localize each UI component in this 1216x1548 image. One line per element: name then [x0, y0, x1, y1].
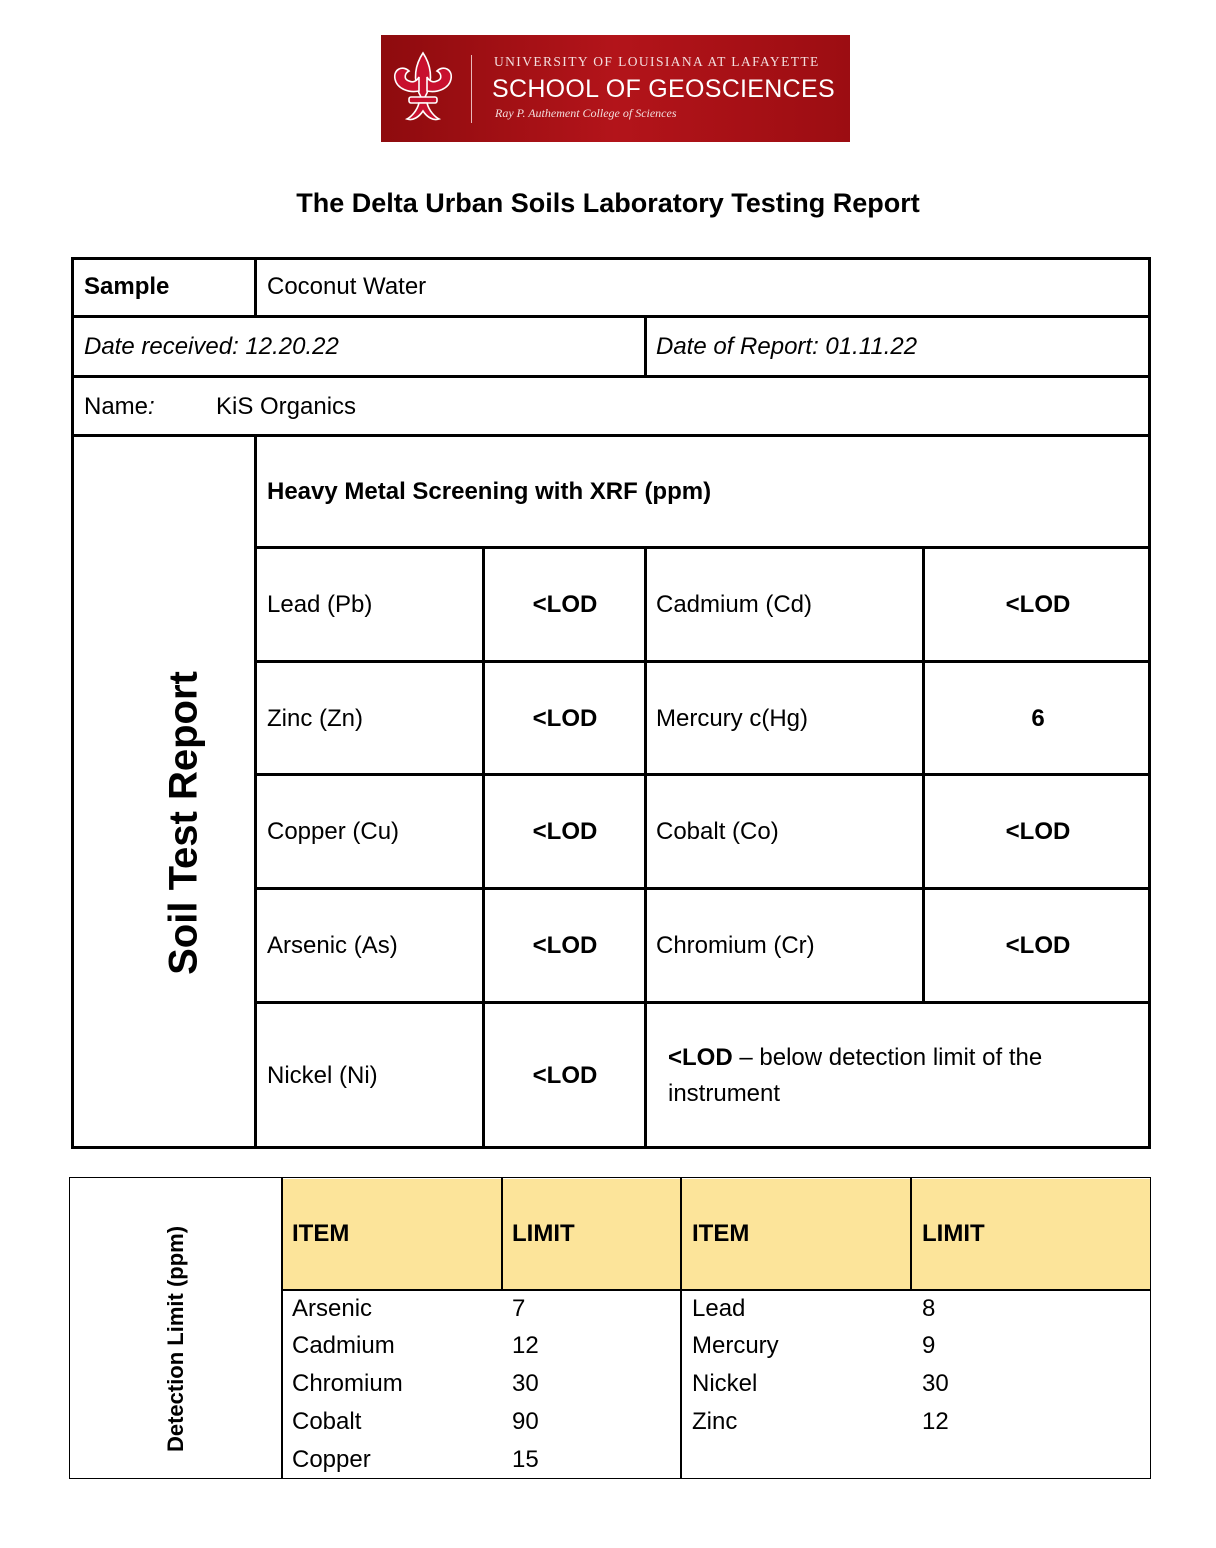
metal-name: Copper (Cu) — [267, 818, 400, 845]
limit-item: Copper — [292, 1446, 371, 1473]
limit-value: 8 — [922, 1295, 936, 1322]
limit-value: 30 — [512, 1370, 539, 1397]
detection-limit-label: Detection Limit (ppm) — [163, 1225, 188, 1453]
metal-name: Zinc (Zn) — [267, 705, 363, 732]
column-header-item: ITEM — [692, 1220, 750, 1247]
metal-value: <LOD — [532, 1062, 598, 1089]
limit-value: 12 — [922, 1408, 949, 1435]
limit-value: 9 — [922, 1332, 936, 1359]
logo-college-name: Ray P. Authement College of Sciences — [495, 106, 677, 120]
metal-value: <LOD — [532, 705, 598, 732]
limit-value: 30 — [922, 1370, 949, 1397]
column-header-limit: LIMIT — [512, 1220, 575, 1247]
limit-value: 90 — [512, 1408, 539, 1435]
sample-label: Sample — [84, 273, 170, 300]
metal-value: <LOD — [532, 591, 598, 618]
limit-item: Cobalt — [292, 1408, 362, 1435]
metal-value: <LOD — [1005, 818, 1071, 845]
metal-value: 6 — [1031, 705, 1045, 732]
name-value: KiS Organics — [216, 393, 357, 420]
limit-value: 12 — [512, 1332, 539, 1359]
limit-item: Cadmium — [292, 1332, 395, 1359]
metal-name: Chromium (Cr) — [656, 932, 815, 959]
lod-note-definition: – below detection limit of the — [732, 1044, 1043, 1071]
column-header-item: ITEM — [292, 1220, 350, 1247]
screening-header: Heavy Metal Screening with XRF (ppm) — [267, 478, 712, 505]
logo-divider — [471, 55, 472, 123]
fleur-de-lis-icon — [389, 49, 457, 127]
limit-value: 15 — [512, 1446, 539, 1473]
metal-name: Lead (Pb) — [267, 591, 373, 618]
limit-item: Lead — [692, 1295, 746, 1322]
logo-school-name: SCHOOL OF GEOSCIENCES — [492, 75, 835, 103]
metal-value: <LOD — [532, 932, 598, 959]
limit-item: Nickel — [692, 1370, 758, 1397]
lod-note-line2: instrument — [668, 1080, 781, 1107]
metal-value: <LOD — [1005, 932, 1071, 959]
limit-item: Mercury — [692, 1332, 779, 1359]
lod-note — [668, 1044, 1042, 1072]
limit-item: Chromium — [292, 1370, 403, 1397]
report-title: The Delta Urban Soils Laboratory Testing Report — [296, 188, 920, 218]
university-logo-banner — [381, 35, 850, 142]
limit-item: Zinc — [692, 1408, 738, 1435]
name-colon: : — [148, 393, 155, 420]
metal-name: Cadmium (Cd) — [656, 591, 813, 618]
date-received: Date received: 12.20.22 — [84, 333, 339, 360]
logo-university-name: UNIVERSITY OF LOUISIANA AT LAFAYETTE — [494, 54, 820, 69]
detection-limit-table — [69, 1177, 1151, 1479]
soil-test-report-label: Soil Test Report — [161, 671, 206, 975]
metal-name: Cobalt (Co) — [656, 818, 779, 845]
metal-name: Mercury c(Hg) — [656, 705, 809, 732]
name-label-text: Name — [84, 393, 149, 420]
metal-name: Nickel (Ni) — [267, 1062, 378, 1089]
date-of-report: Date of Report: 01.11.22 — [656, 333, 918, 360]
column-header-limit: LIMIT — [922, 1220, 985, 1247]
metal-name: Arsenic (As) — [267, 932, 398, 959]
name-label — [84, 393, 155, 421]
limit-item: Arsenic — [292, 1295, 373, 1322]
metal-value: <LOD — [1005, 591, 1071, 618]
lod-note-term: <LOD — [668, 1044, 733, 1071]
limit-value: 7 — [512, 1295, 526, 1322]
metal-value: <LOD — [532, 818, 598, 845]
sample-value: Coconut Water — [267, 273, 427, 300]
report-table — [71, 257, 1151, 1149]
